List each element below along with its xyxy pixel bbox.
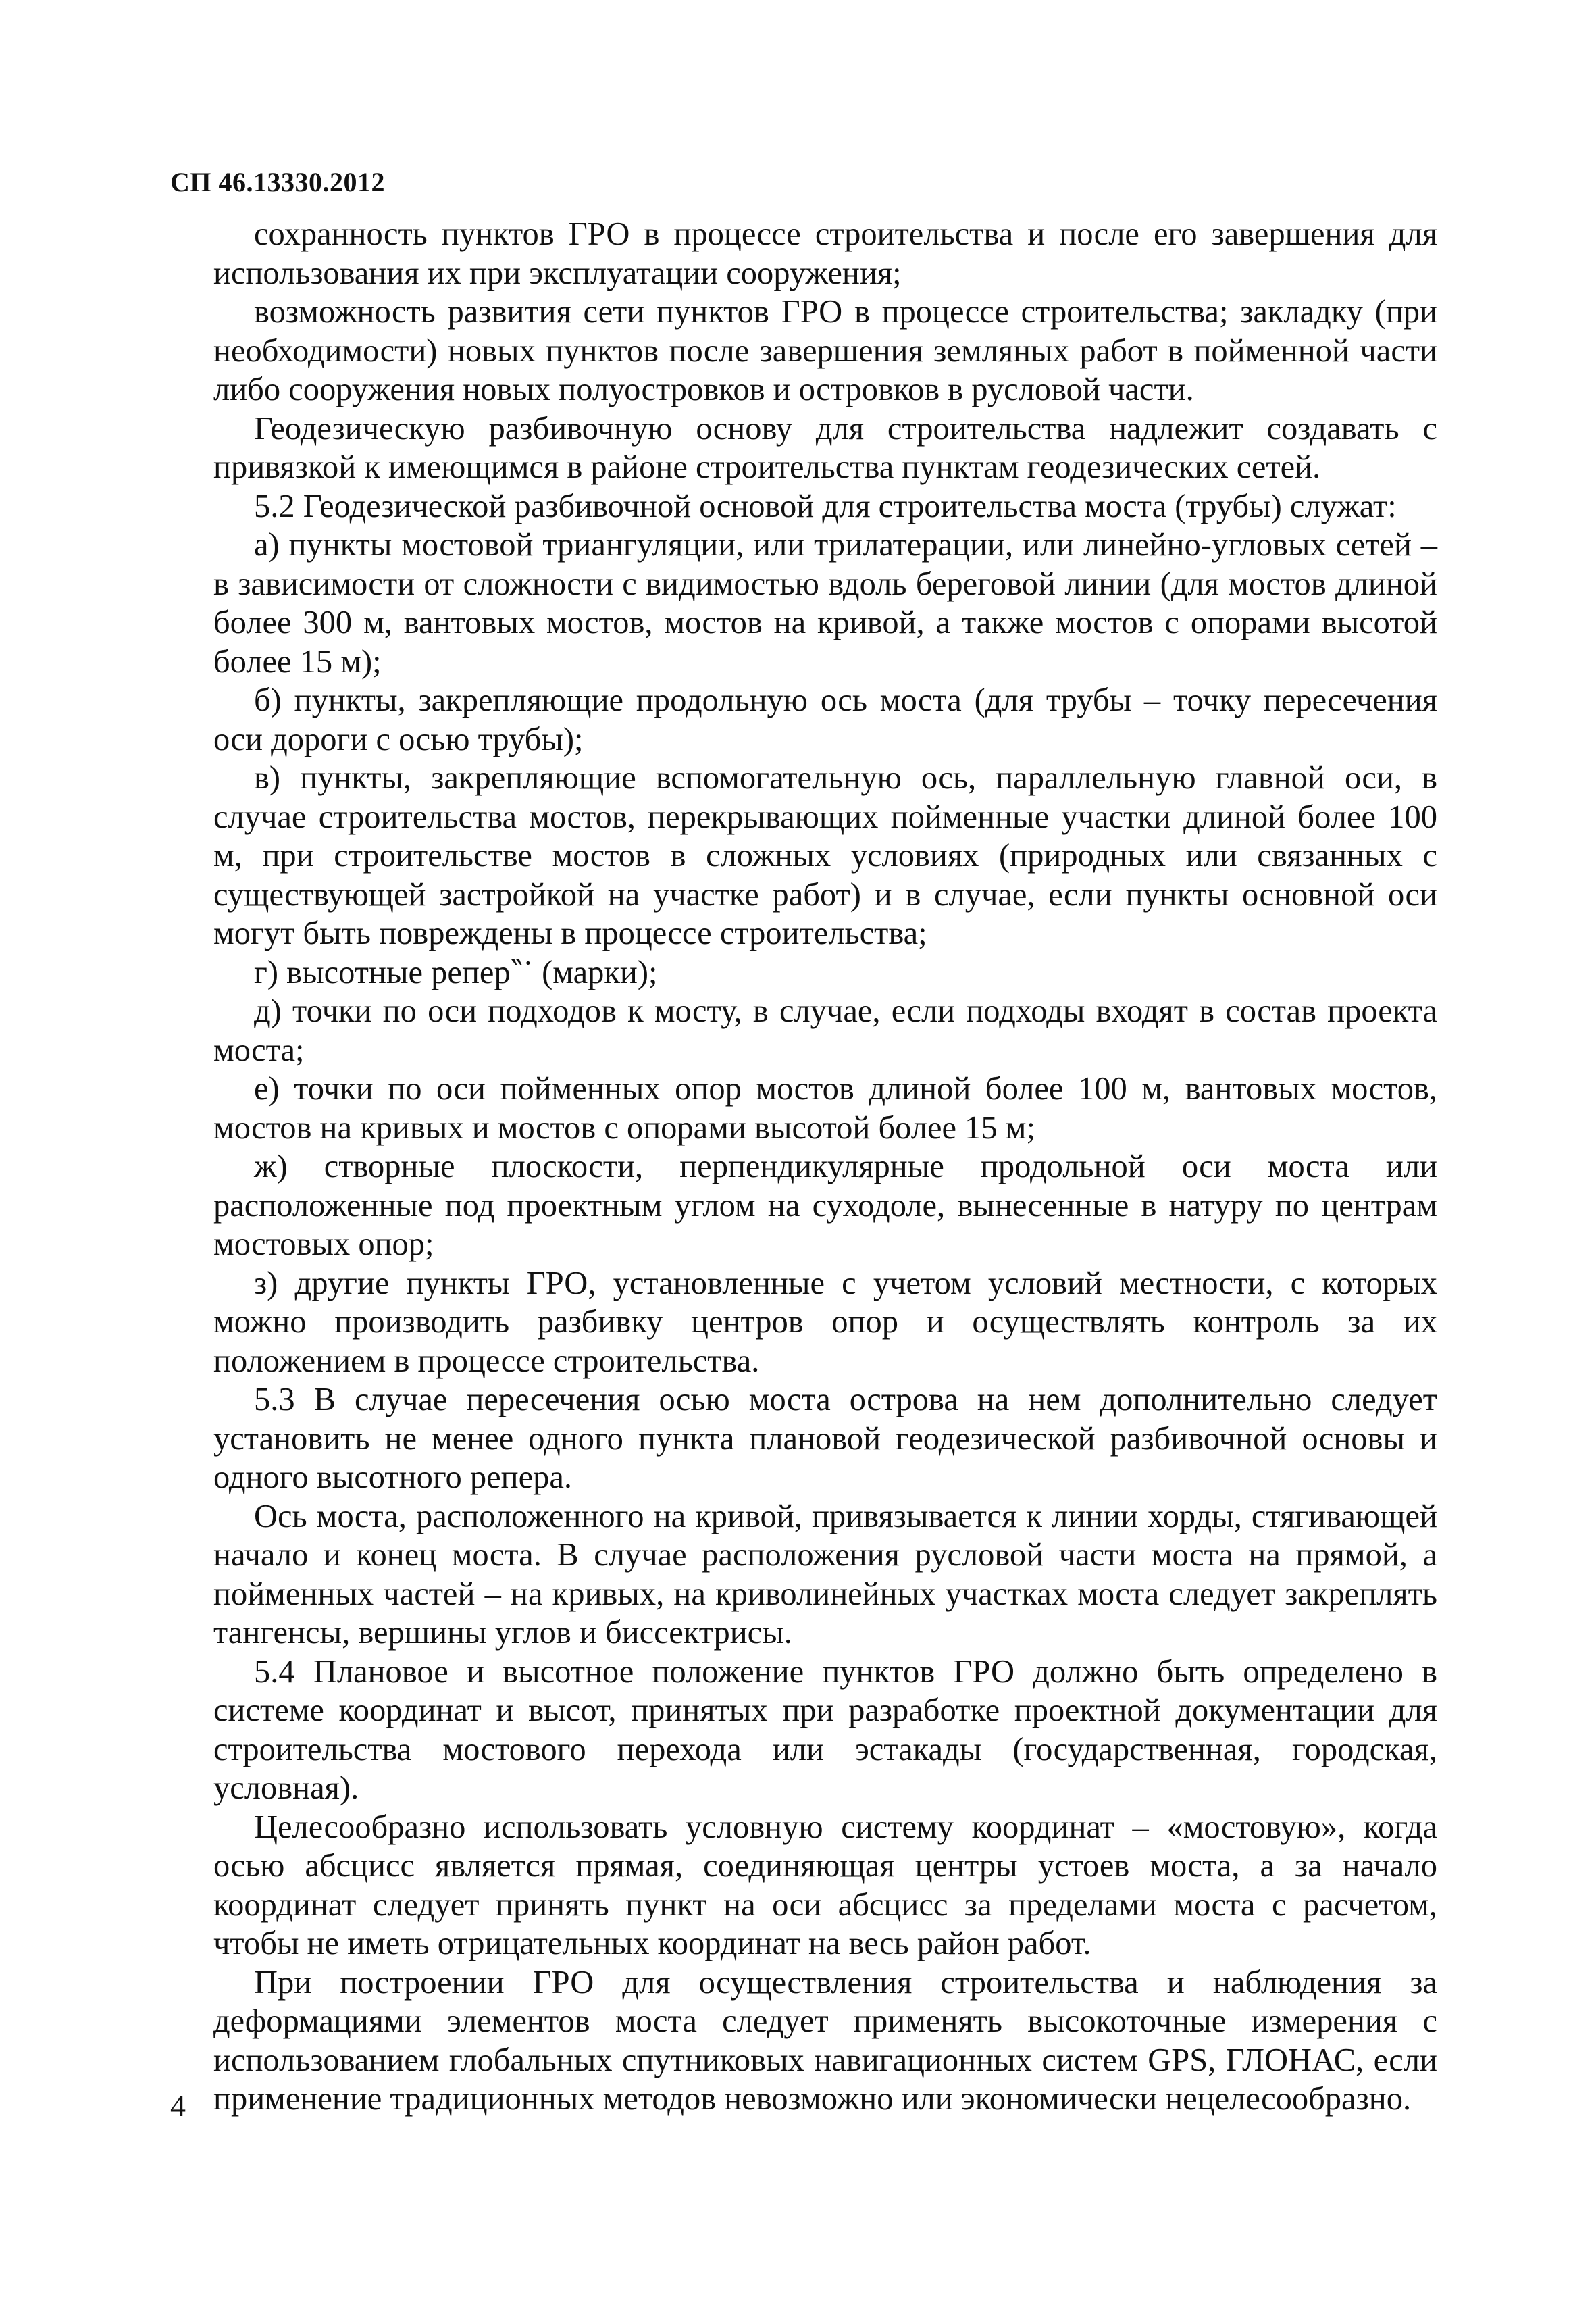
list-item-a: а) пункты мостовой триангуляции, или трилатерации, или линейно-угловых сетей – в зависимости от сложности с видимостью вдоль береговой линии (для мостов длиной более 300 м, вантовых мостов, мостов на кривой, а также мостов с опорами высотой более 15 м);	[213, 527, 1437, 680]
list-item-d: д) точки по оси подходов к мосту, в случае, если подходы входят в состав проекта моста;	[213, 993, 1437, 1068]
document-body	[213, 215, 1437, 2119]
list-item-g: г) высотные репер‶˙ (марки);	[254, 954, 658, 990]
paragraph-geodetic-basis: Геодезическую разбивочную основу для строительства надлежит создавать с привязкой к имеющимся в районе строительства пунктам геодезических сетей.	[213, 410, 1437, 485]
paragraph-section-5-2: 5.2 Геодезической разбивочной основой для строительства моста (трубы) служат:	[254, 488, 1397, 524]
paragraph-gnss-measurements: При построении ГРО для осуществления строительства и наблюдения за деформациями элементов моста следует применять высокоточные измерения с использованием глобальных спутниковых навигационных систем GPS, ГЛОНАС, если применение традиционных методов невозможно или экономически нецелесообразно.	[213, 1964, 1437, 2117]
paragraph-bridge-axis-curve: Ось моста, расположенного на кривой, привязывается к линии хорды, стягивающей начало и конец моста. В случае расположения русловой части моста на прямой, а пойменных частей – на кривых, на криволинейных участках моста следует закреплять тангенсы, вершины углов и биссектрисы.	[213, 1498, 1437, 1651]
list-item-zh: ж) створные плоскости, перпендикулярные продольной оси моста или расположенные под проектным углом на суходоле, вынесенные в натуру по центрам мостовых опор;	[213, 1149, 1437, 1262]
paragraph-bridge-coordinate-system: Целесообразно использовать условную систему координат – «мостовую», когда осью абсцисс является прямая, соединяющая центры устоев моста, а за начало координат следует принять пункт на оси абсцисс за пределами моста с расчетом, чтобы не иметь отрицательных координат на весь район работ.	[213, 1809, 1437, 1961]
paragraph-section-5-3: 5.3 В случае пересечения осью моста острова на нем дополнительно следует установить не менее одного пункта плановой геодезической разбивочной основы и одного высотного репера.	[213, 1382, 1437, 1495]
paragraph-section-5-4: 5.4 Плановое и высотное положение пунктов ГРО должно быть определено в системе координат и высот, принятых при разработке проектной документации для строительства мостового перехода или эстакады (государственная, городская, условная).	[213, 1653, 1437, 1806]
document-code-header: СП 46.13330.2012	[170, 167, 385, 197]
list-item-z: з) другие пункты ГРО, установленные с учетом условий местности, с которых можно производить разбивку центров опор и осуществлять контроль за их положением в процессе строительства.	[213, 1265, 1437, 1379]
page-number: 4	[170, 2088, 186, 2123]
list-item-b: б) пункты, закрепляющие продольную ось моста (для трубы – точку пересечения оси дороги с осью трубы);	[213, 682, 1437, 757]
paragraph-gro-preservation: сохранность пунктов ГРО в процессе строительства и после его завершения для использования их при эксплуатации сооружения;	[213, 216, 1437, 291]
list-item-v: в) пункты, закрепляющие вспомогательную ось, параллельную главной оси, в случае строительства мостов, перекрывающих пойменные участки длиной более 100 м, при строительстве мостов в сложных условиях (природных или связанных с существующей застройкой на участке работ) и в случае, если пункты основной оси могут быть повреждены в процессе строительства;	[213, 760, 1437, 951]
list-item-e: е) точки по оси пойменных опор мостов длиной более 100 м, вантовых мостов, мостов на кривых и мостов с опорами высотой более 15 м;	[213, 1071, 1437, 1146]
paragraph-gro-network-development: возможность развития сети пунктов ГРО в процессе строительства; закладку (при необходимости) новых пунктов после завершения земляных работ в пойменной части либо сооружения новых полуостровков и островков в русловой части.	[213, 294, 1437, 407]
